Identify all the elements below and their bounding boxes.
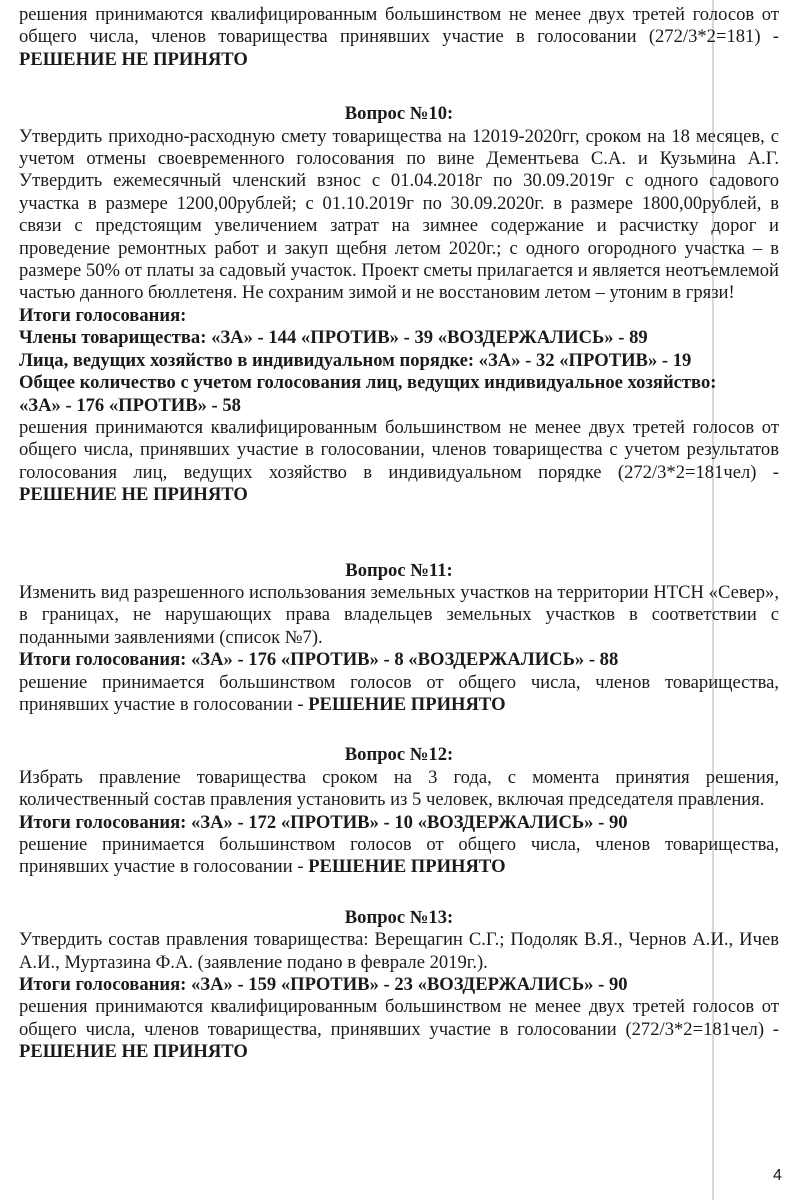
question-title: Вопрос №11: xyxy=(345,559,453,581)
results-line: Итоги голосования: «ЗА» - 159 «ПРОТИВ» - 23 «ВОЗДЕРЖАЛИСЬ» - 90 xyxy=(19,974,628,996)
question-title: Вопрос №13: xyxy=(344,906,454,928)
decision-result: РЕШЕНИЕ НЕ ПРИНЯТО xyxy=(19,484,248,506)
question-12 xyxy=(19,744,779,878)
question-text: Избрать правление товарищества сроком на 3 года, с момента принятия решения, количественный состав правления установить из 5 человек, включая председателя правления. xyxy=(19,766,779,811)
decision-text: решения принимаются квалифицированным большинством не менее двух третей голосов от общего числа, членов товарищества, принявших участие в голосовании (272/3*2=181чел) - xyxy=(19,996,779,1040)
question-text: Утвердить состав правления товарищества: Верещагин С.Г.; Подоляк В.Я., Чернов А.И., Ичев А.И., Муртазина Ф.А. (заявление подано в феврале 2019г.). xyxy=(19,929,779,973)
question-11 xyxy=(19,560,779,717)
question-text: Изменить вид разрешенного использования земельных участков на территории НТСН «Север», в границах, не нарушающих права владельцев земельных участков в соответствии с поданными заявлениями (список №7). xyxy=(19,581,779,648)
decision-paragraph xyxy=(19,834,779,879)
results-line: Итоги голосования: «ЗА» - 172 «ПРОТИВ» - 10 «ВОЗДЕРЖАЛИСЬ» - 90 xyxy=(19,811,628,833)
decision-text: решение принимается большинством голосов от общего числа, членов товарищества, принявших участие в голосовании - xyxy=(19,834,779,878)
document-page xyxy=(19,4,779,1064)
decision-paragraph xyxy=(19,672,779,717)
question-title: Вопрос №10: xyxy=(344,103,454,125)
decision-text: решения принимаются квалифицированным большинством не менее двух третей голосов от общего числа, принявших участие в голосовании, членов товарищества с учетом результатов голосования лиц, ведущих хозяйство в индивидуальном порядке (272/3*2=181чел) - xyxy=(19,416,779,483)
results-line: Общее количество с учетом голосования лиц, ведущих индивидуальное хозяйство: xyxy=(19,372,717,394)
continuation-text: решения принимаются квалифицированным большинством не менее двух третей голосов от общего числа, членов товарищества принявших участие в голосовании (272/3*2=181) - xyxy=(19,4,779,48)
question-13 xyxy=(19,907,779,1064)
results-line: Лица, ведущих хозяйство в индивидуальном порядке: «ЗА» - 32 «ПРОТИВ» - 19 xyxy=(19,349,692,371)
decision-result: РЕШЕНИЕ НЕ ПРИНЯТО xyxy=(19,1041,248,1063)
results-line: Члены товарищества: «ЗА» - 144 «ПРОТИВ» - 39 «ВОЗДЕРЖАЛИСЬ» - 89 xyxy=(19,327,648,349)
continuation-result: РЕШЕНИЕ НЕ ПРИНЯТО xyxy=(19,48,248,70)
decision-paragraph xyxy=(19,417,779,507)
question-text: Утвердить приходно-расходную смету товарищества на 12019-2020гг, сроком на 18 месяцев, с учетом отмены своевременного голосования по вине Дементьева С.А. и Кузьмина А.Г. Утвердить ежемесячный членский взнос с 01.04.2018г по 30.09.2019г с одного садового участка в размере 1200,00рублей; с 01.10.2019г по 30.09.2020г. в размере 1800,00рублей, в связи с предстоящим увеличением затрат на зимнее содержание и расчистку дорог и проведение ремонтных работ и закуп щебня летом 2020г.; с одного огородного участка – в размере 50% от платы за садовый участок. Проект сметы прилагается и является неотъемлемой частью данного бюллетеня. Не сохраним зимой и не восстановим летом – утоним в грязи! xyxy=(19,125,779,304)
decision-text: решение принимается большинством голосов от общего числа, членов товарищества, принявших участие в голосовании - xyxy=(19,671,779,715)
continuation-paragraph xyxy=(19,4,779,71)
results-line: «ЗА» - 176 «ПРОТИВ» - 58 xyxy=(19,394,241,416)
decision-result: РЕШЕНИЕ ПРИНЯТО xyxy=(308,693,506,715)
decision-result: РЕШЕНИЕ ПРИНЯТО xyxy=(308,856,506,878)
results-heading: Итоги голосования: xyxy=(19,304,187,326)
question-10 xyxy=(19,103,779,506)
question-title: Вопрос №12: xyxy=(344,744,454,766)
results-line: Итоги голосования: «ЗА» - 176 «ПРОТИВ» - 8 «ВОЗДЕРЖАЛИСЬ» - 88 xyxy=(19,649,619,671)
decision-paragraph xyxy=(19,996,779,1063)
page-number: 4 xyxy=(773,1167,782,1184)
